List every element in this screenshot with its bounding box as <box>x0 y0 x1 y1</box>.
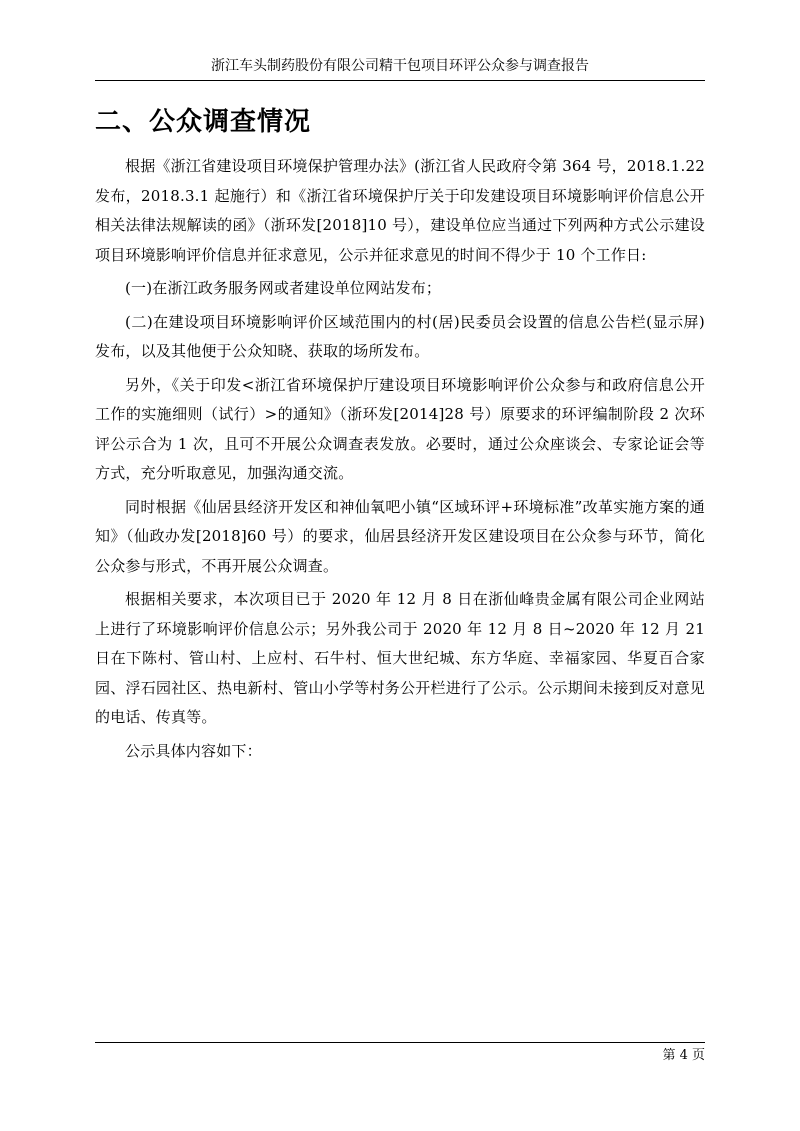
paragraph-simplified-participation: 同时根据《仙居县经济开发区和神仙氧吧小镇“区域环评+环境标准”改革实施方案的通知》（仙政办发[2018]60 号）的要求，仙居县经济开发区建设项目在公众参与环节，简化公众参与形式，不再开展公众调查。 <box>95 497 705 575</box>
footer-divider <box>95 1042 705 1043</box>
paragraph-publication-record: 根据相关要求，本次项目已于 2020 年 12 月 8 日在浙仙峰贵金属有限公司企业网站上进行了环境影响评价信息公示；另外我公司于 2020 年 12 月 8 日~2020 年 12 月 21 日在下陈村、管山村、上应村、石牛村、恒大世纪城、东方华庭、幸福家园、华夏百合家园、浮石园社区、热电新村、管山小学等村务公开栏进行了公示。公示期间未接到反对意见的电话、传真等。 <box>95 590 705 726</box>
paragraph-method-one: (一)在浙江政务服务网或者建设单位网站发布； <box>125 279 442 297</box>
paragraph-content-intro: 公示具体内容如下： <box>125 741 262 760</box>
paragraph-additional-notice: 另外，《关于印发<浙江省环境保护厅建设项目环境影响评价公众参与和政府信息公开工作的实施细则（试行）>的通知》（浙环发[2014]28 号）原要求的环评编制阶段 2 次环评公示合为 1 次，且可不开展公众调查表发放。必要时，通过公众座谈会、专家论证会等方式，充分听取意见，加强沟通交流。 <box>95 375 705 482</box>
section-heading: 二、公众调查情况 <box>95 107 312 137</box>
paragraph-regulation-basis: 根据《浙江省建设项目环境保护管理办法》(浙江省人民政府令第 364 号，2018.1.22 发布，2018.3.1 起施行）和《浙江省环境保护厅关于印发建设项目环境影响评价信息公开相关法律法规解读的函》（浙环发[2018]10 号），建设单位应当通过下列两种方式公示建设项目环境影响评价信息并征求意见，公示并征求意见的时间不得少于 10 个工作日: <box>95 157 705 264</box>
document-header-title: 浙江车头制药股份有限公司精干包项目环评公众参与调查报告 <box>211 58 589 74</box>
header-divider <box>95 80 705 81</box>
body-text <box>95 152 705 770</box>
page-number: 第 4 页 <box>662 1048 705 1063</box>
paragraph-method-two: (二)在建设项目环境影响评价区域范围内的村(居)民委员会设置的信息公告栏(显示屏)发布，以及其他便于公众知晓、获取的场所发布。 <box>95 312 705 360</box>
